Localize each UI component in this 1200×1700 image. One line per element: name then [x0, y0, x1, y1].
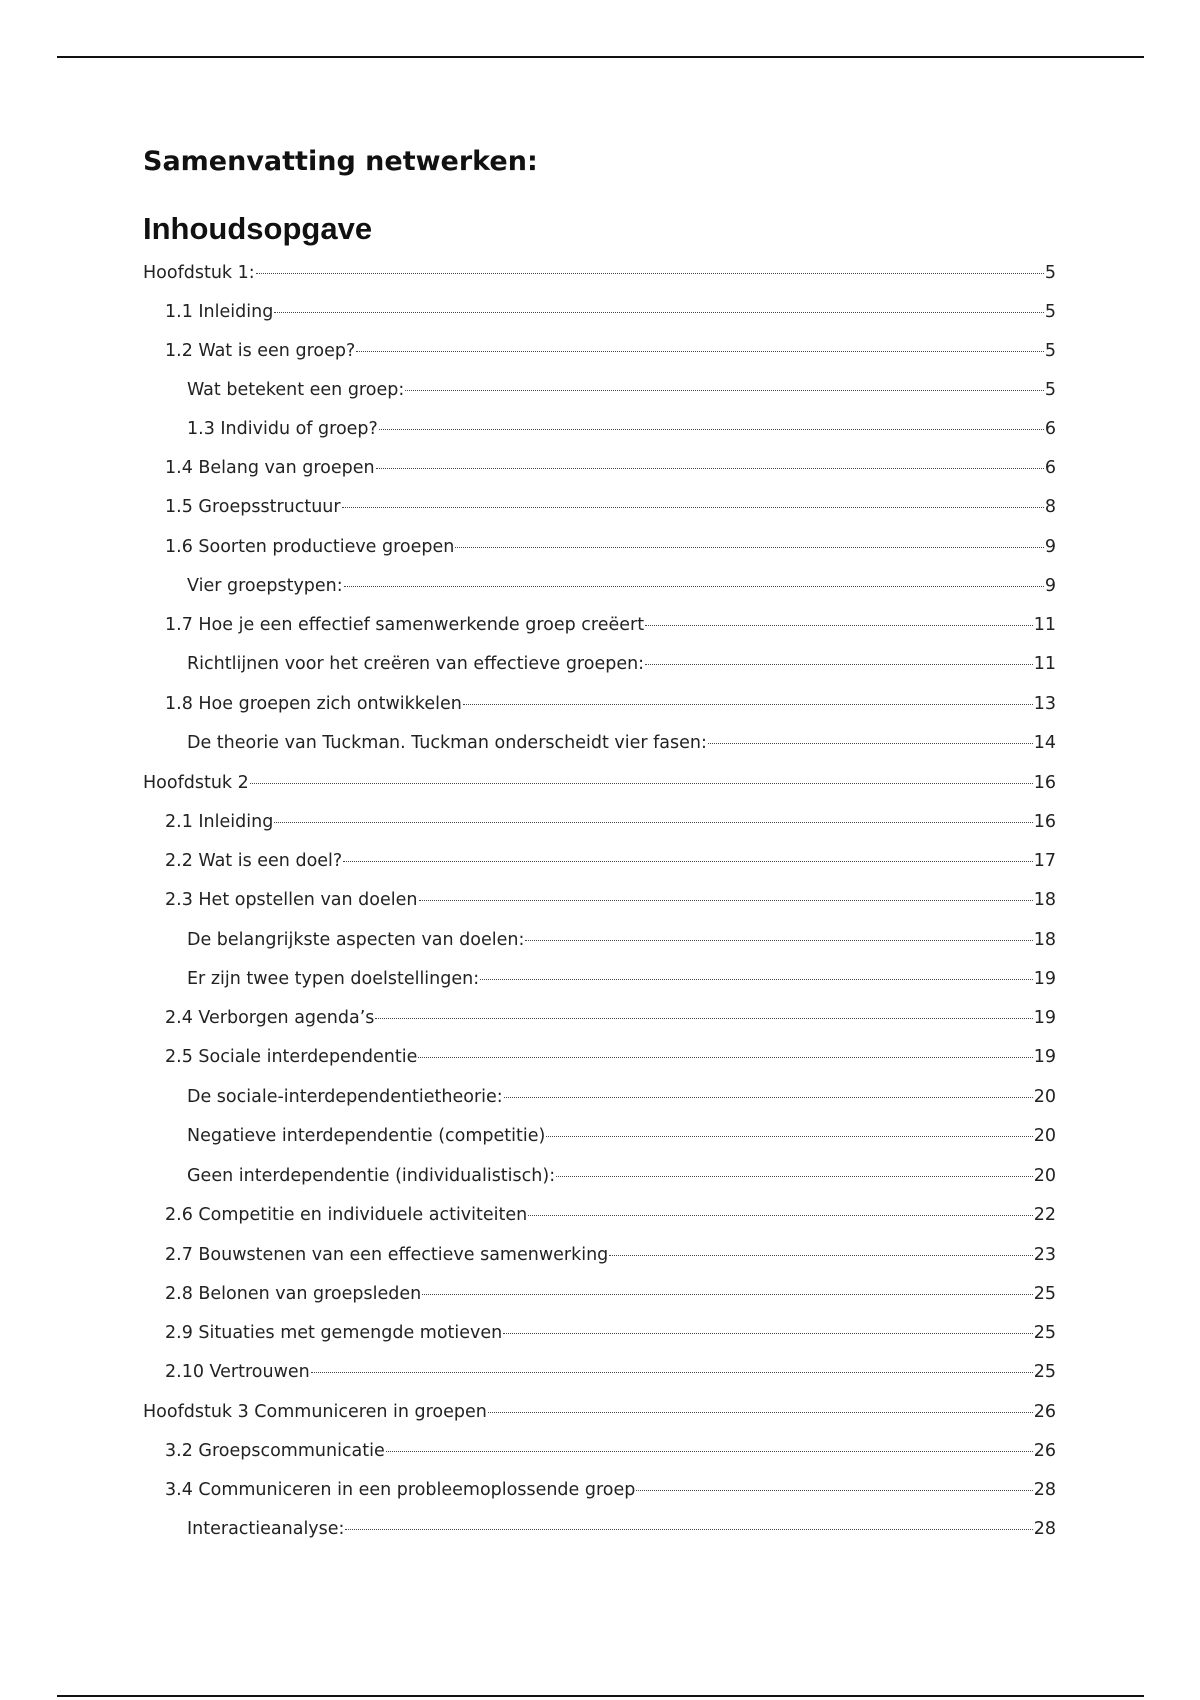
toc-entry-page: 8 [1044, 497, 1056, 517]
toc-entry[interactable] [187, 576, 1056, 602]
toc-dot-leader [379, 429, 1044, 430]
toc-entry-page: 17 [1033, 851, 1056, 871]
toc-entry-title: 3.4 Communiceren in een probleemoplossende groep [165, 1480, 636, 1500]
toc-dot-leader [708, 743, 1033, 744]
toc-entry-title: 2.9 Situaties met gemengde motieven [165, 1323, 503, 1343]
toc-entry-title: 2.10 Vertrouwen [165, 1362, 310, 1382]
toc-entry-title: 2.5 Sociale interdependentie [165, 1047, 418, 1067]
toc-entry-title: Hoofdstuk 3 Communiceren in groepen [143, 1402, 487, 1422]
toc-entry-title: 2.6 Competitie en individuele activiteiten [165, 1205, 528, 1225]
toc-entry-title: Er zijn twee typen doelstellingen: [187, 969, 480, 989]
toc-entry[interactable] [165, 1284, 1056, 1310]
toc-entry[interactable] [165, 497, 1056, 523]
toc-entry[interactable] [165, 812, 1056, 838]
toc-entry-title: Wat betekent een groep: [187, 380, 405, 400]
toc-dot-leader [375, 1018, 1032, 1019]
toc-dot-leader [274, 312, 1044, 313]
toc-dot-leader [463, 704, 1033, 705]
toc-entry-title: 2.2 Wat is een doel? [165, 851, 343, 871]
toc-dot-leader [343, 861, 1033, 862]
toc-entry[interactable] [165, 1245, 1056, 1271]
toc-entry[interactable] [165, 1205, 1056, 1231]
toc-entry-title: 1.2 Wat is een groep? [165, 341, 356, 361]
toc-entry[interactable] [165, 890, 1056, 916]
toc-entry[interactable] [187, 1519, 1056, 1545]
toc-dot-leader [256, 273, 1044, 274]
toc-entry-page: 6 [1044, 419, 1056, 439]
toc-entry[interactable] [187, 930, 1056, 956]
toc-entry-title: 1.4 Belang van groepen [165, 458, 375, 478]
toc-entry-title: De sociale-interdependentietheorie: [187, 1087, 503, 1107]
toc-entry[interactable] [165, 1008, 1056, 1034]
toc-dot-leader [419, 900, 1033, 901]
toc-entry-page: 20 [1033, 1087, 1056, 1107]
toc-entry[interactable] [165, 537, 1056, 563]
toc-entry[interactable] [165, 1323, 1056, 1349]
toc-entry-title: De belangrijkste aspecten van doelen: [187, 930, 525, 950]
toc-dot-leader [356, 351, 1044, 352]
toc-entry-title: Hoofdstuk 1: [143, 263, 255, 283]
toc-entry-title: 1.3 Individu of groep? [187, 419, 378, 439]
toc-dot-leader [556, 1176, 1033, 1177]
toc-entry-title: Hoofdstuk 2 [143, 773, 249, 793]
toc-dot-leader [418, 1057, 1032, 1058]
toc-dot-leader [503, 1333, 1032, 1334]
toc-entry[interactable] [165, 1441, 1056, 1467]
toc-dot-leader [645, 625, 1033, 626]
toc-dot-leader [504, 1097, 1033, 1098]
toc-entry-title: 3.2 Groepscommunicatie [165, 1441, 385, 1461]
toc-entry[interactable] [187, 380, 1056, 406]
toc-entry-title: 2.1 Inleiding [165, 812, 274, 832]
toc-entry-page: 20 [1033, 1166, 1056, 1186]
toc-entry-page: 5 [1044, 380, 1056, 400]
toc-heading: Inhoudsopgave [143, 211, 373, 246]
toc-entry[interactable] [165, 694, 1056, 720]
toc-entry-page: 20 [1033, 1126, 1056, 1146]
toc-entry-page: 9 [1044, 576, 1056, 596]
toc-entry-page: 28 [1033, 1480, 1056, 1500]
toc-entry[interactable] [187, 654, 1056, 680]
toc-entry-page: 14 [1033, 733, 1056, 753]
toc-entry-page: 19 [1033, 969, 1056, 989]
toc-entry-page: 19 [1033, 1008, 1056, 1028]
toc-entry-title: 2.7 Bouwstenen van een effectieve samenwerking [165, 1245, 609, 1265]
toc-dot-leader [636, 1490, 1032, 1491]
toc-dot-leader [274, 822, 1032, 823]
toc-entry-page: 25 [1033, 1362, 1056, 1382]
toc-entry-title: Richtlijnen voor het creëren van effectieve groepen: [187, 654, 645, 674]
footer-rule [57, 1695, 1144, 1697]
toc-entry-page: 13 [1033, 694, 1056, 714]
toc-entry-page: 26 [1033, 1441, 1056, 1461]
toc-entry-title: De theorie van Tuckman. Tuckman onderscheidt vier fasen: [187, 733, 707, 753]
toc-entry-title: Negatieve interdependentie (competitie) [187, 1126, 546, 1146]
toc-dot-leader [386, 1451, 1033, 1452]
toc-entry-page: 5 [1044, 263, 1056, 283]
toc-entry[interactable] [165, 851, 1056, 877]
toc-entry-page: 11 [1033, 615, 1056, 635]
toc-entry[interactable] [165, 615, 1056, 641]
toc-entry-page: 25 [1033, 1323, 1056, 1343]
toc-entry-title: 2.8 Belonen van groepsleden [165, 1284, 422, 1304]
toc-entry[interactable] [165, 458, 1056, 484]
toc-entry-title: 2.4 Verborgen agenda’s [165, 1008, 375, 1028]
toc-dot-leader [405, 390, 1044, 391]
toc-entry[interactable] [187, 1126, 1056, 1152]
toc-dot-leader [525, 940, 1032, 941]
toc-dot-leader [342, 507, 1044, 508]
toc-entry-title: Interactieanalyse: [187, 1519, 345, 1539]
toc-entry[interactable] [187, 733, 1056, 759]
toc-dot-leader [609, 1255, 1032, 1256]
toc-entry-page: 18 [1033, 890, 1056, 910]
toc-entry-page: 16 [1033, 812, 1056, 832]
toc-entry[interactable] [165, 341, 1056, 367]
toc-entry[interactable] [187, 969, 1056, 995]
toc-entry[interactable] [187, 1087, 1056, 1113]
toc-dot-leader [345, 1529, 1032, 1530]
toc-entry-page: 26 [1033, 1402, 1056, 1422]
toc-entry-page: 9 [1044, 537, 1056, 557]
toc-entry[interactable] [187, 1166, 1056, 1192]
toc-entry-title: Geen interdependentie (individualistisch): [187, 1166, 556, 1186]
toc-entry-page: 23 [1033, 1245, 1056, 1265]
toc-entry-title: 1.6 Soorten productieve groepen [165, 537, 455, 557]
toc-entry[interactable] [143, 1402, 1056, 1428]
toc-dot-leader [528, 1215, 1032, 1216]
toc-dot-leader [376, 468, 1044, 469]
toc-entry-title: 1.1 Inleiding [165, 302, 274, 322]
toc-dot-leader [480, 979, 1033, 980]
toc-entry[interactable] [165, 1362, 1056, 1388]
toc-dot-leader [488, 1412, 1033, 1413]
toc-dot-leader [422, 1294, 1033, 1295]
toc-entry[interactable] [165, 1047, 1056, 1073]
document-title: Samenvatting netwerken: [143, 146, 538, 177]
toc-entry-page: 16 [1033, 773, 1056, 793]
toc-entry-page: 5 [1044, 341, 1056, 361]
toc-entry-page: 22 [1033, 1205, 1056, 1225]
toc-entry-page: 11 [1033, 654, 1056, 674]
toc-entry-page: 5 [1044, 302, 1056, 322]
toc-entry-title: 1.8 Hoe groepen zich ontwikkelen [165, 694, 462, 714]
toc-entry-title: 1.5 Groepsstructuur [165, 497, 341, 517]
toc-entry-page: 6 [1044, 458, 1056, 478]
toc-dot-leader [311, 1372, 1033, 1373]
toc-entry-title: Vier groepstypen: [187, 576, 343, 596]
toc-entry-page: 19 [1033, 1047, 1056, 1067]
toc-entry-title: 1.7 Hoe je een effectief samenwerkende groep creëert [165, 615, 645, 635]
toc-dot-leader [645, 664, 1033, 665]
toc-entry-page: 25 [1033, 1284, 1056, 1304]
toc-dot-leader [250, 783, 1033, 784]
toc-entry[interactable] [165, 302, 1056, 328]
toc-dot-leader [546, 1136, 1032, 1137]
toc-dot-leader [455, 547, 1043, 548]
toc-entry[interactable] [143, 773, 1056, 799]
toc-entry[interactable] [187, 419, 1056, 445]
toc-entry[interactable] [143, 263, 1056, 289]
toc-dot-leader [344, 586, 1044, 587]
toc-entry-page: 28 [1033, 1519, 1056, 1539]
toc-entry-page: 18 [1033, 930, 1056, 950]
toc-entry-title: 2.3 Het opstellen van doelen [165, 890, 418, 910]
toc-entry[interactable] [165, 1480, 1056, 1506]
